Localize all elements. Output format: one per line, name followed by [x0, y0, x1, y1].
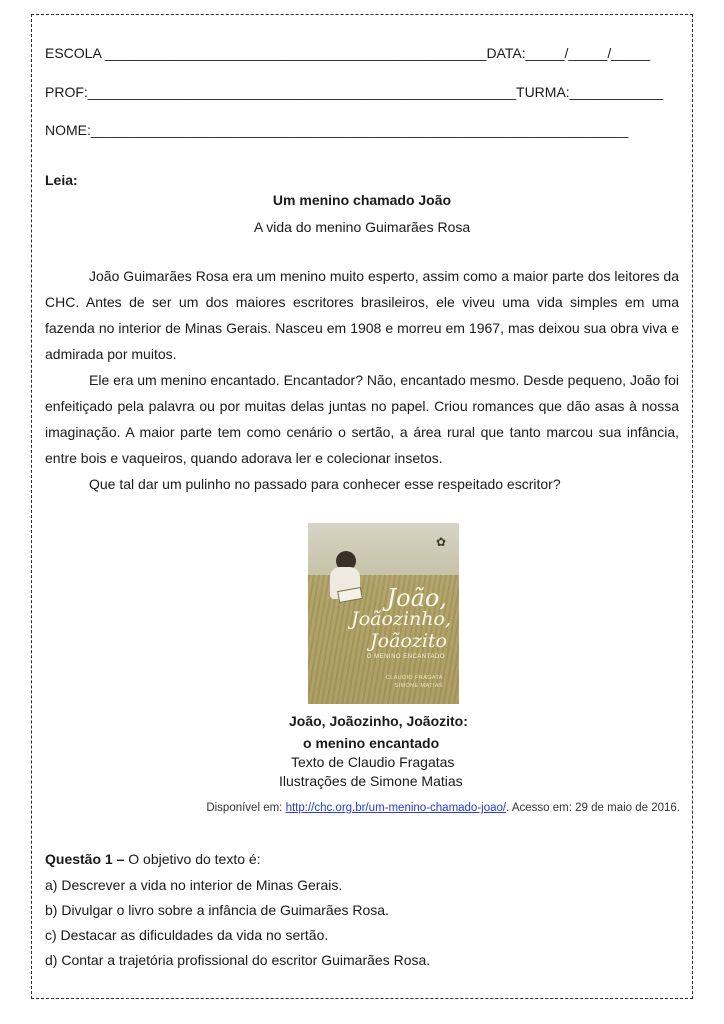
paragraph-2: Ele era um menino encantado. Encantador? Não, encantado mesmo. Desde pequeno, João foi enfeitiçado pela palavra ou por muitas delas juntas no papel. Criou romances que dão asas à nossa imaginação. A maior parte tem como cenário o sertão, a área rural que tanto marcou sua infância, entre bois e vaqueiros, quando adorava ler e colecionar insetos.: [45, 372, 679, 466]
cover-author: CLAUDIO FRAGATA: [385, 675, 443, 681]
source-suffix: . Acesso em: 29 de maio de 2016.: [506, 802, 680, 814]
article-title: Um menino chamado João: [272, 192, 452, 208]
question-label: Questão 1 –: [45, 851, 125, 867]
question-prompt: O objetivo do texto é:: [124, 851, 261, 867]
source-citation: [45, 802, 680, 814]
cover-illustrator: SIMONE MATIAS: [394, 683, 443, 689]
source-prefix: Disponível em:: [206, 802, 286, 814]
caption-illustrations-by: Ilustrações de Simone Matias: [279, 773, 463, 789]
source-link[interactable]: http://chc.org.br/um-menino-chamado-joao/: [285, 802, 507, 814]
option-c[interactable]: c) Destacar as dificuldades da vida no sertão.: [45, 927, 329, 943]
name-line: NOME:_____________________________________________________________________: [45, 122, 629, 138]
question-1-heading: [45, 851, 261, 867]
school-date-line: ESCOLA _________________________________________________DATA:_____/_____/_____: [45, 45, 651, 61]
option-b[interactable]: b) Divulgar o livro sobre a infância de Guimarães Rosa.: [45, 902, 389, 918]
cover-subtitle: O MENINO ENCANTADO: [366, 654, 445, 660]
caption-title-1: João, Joãozinho, Joãozito:: [289, 713, 468, 729]
publisher-logo-icon: ✿: [436, 535, 447, 549]
paragraph-1: João Guimarães Rosa era um menino muito esperto, assim como a maior parte dos leitores da CHC. Antes de ser um dos maiores escritores brasileiros, ele viveu uma vida simples em uma fazenda no interior de Minas Gerais. Nasceu em 1908 e morreu em 1967, mas deixou sua obra viva e admirada por muitos.: [45, 268, 679, 362]
cover-title-line1: João,: [386, 584, 447, 612]
option-d[interactable]: d) Contar a trajetória profissional do escritor Guimarães Rosa.: [45, 952, 431, 968]
book-cover-image: [308, 523, 459, 704]
caption-title-2: o menino encantado: [303, 735, 440, 751]
paragraph-3: Que tal dar um pulinho no passado para conhecer esse respeitado escritor?: [89, 476, 561, 492]
article-subtitle: A vida do menino Guimarães Rosa: [253, 219, 471, 235]
read-label: Leia:: [45, 172, 78, 188]
cover-title-line3: Joãozito: [370, 630, 447, 652]
teacher-class-line: PROF:_______________________________________________________TURMA:____________: [45, 84, 664, 100]
option-a[interactable]: a) Descrever a vida no interior de Minas Gerais.: [45, 877, 343, 893]
caption-text-by: Texto de Claudio Fragatas: [291, 754, 455, 770]
cover-title-line2: Joãozinho,: [351, 608, 451, 630]
